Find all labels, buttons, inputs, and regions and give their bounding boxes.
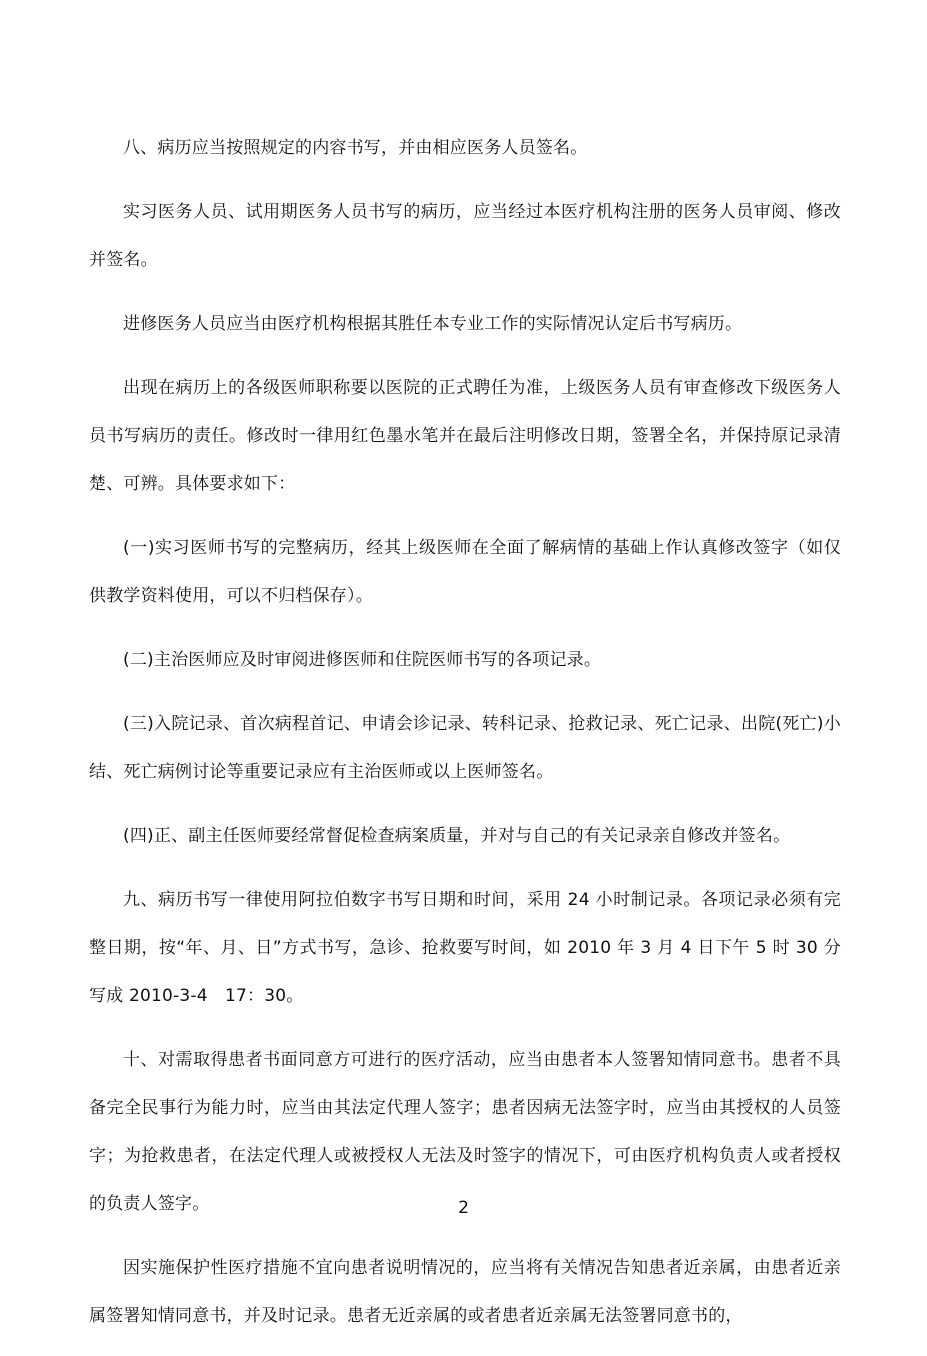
paragraph-section-9: 九、病历书写一律使用阿拉伯数字书写日期和时间，采用 24 小时制记录。各项记录必须有完整日期，按“年、月、日”方式书写，急诊、抢救要写时间，如 2010 年 3 月 4 日下午 5 时 30 分写成 2010-3-4 17：30。	[89, 890, 841, 1006]
paragraph-item-2: (二)主治医师应及时审阅进修医师和住院医师书写的各项记录。	[123, 650, 602, 670]
page-number: 2	[458, 1198, 469, 1218]
document-body	[89, 124, 841, 1356]
paragraph-physician-titles: 出现在病历上的各级医师职称要以医院的正式聘任为准，上级医务人员有审查修改下级医务人员书写病历的责任。修改时一律用红色墨水笔并在最后注明修改日期，签署全名，并保持原记录清楚、可辨。具体要求如下：	[89, 378, 841, 494]
paragraph-item-4: (四)正、副主任医师要经常督促检查病案质量，并对与自己的有关记录亲自修改并签名。	[123, 826, 791, 846]
paragraph-intern-review: 实习医务人员、试用期医务人员书写的病历，应当经过本医疗机构注册的医务人员审阅、修改并签名。	[89, 202, 841, 270]
paragraph-section-10: 十、对需取得患者书面同意方可进行的医疗活动，应当由患者本人签署知情同意书。患者不具备完全民事行为能力时，应当由其法定代理人签字；患者因病无法签字时，应当由其授权的人员签字；为抢救患者，在法定代理人或被授权人无法及时签字的情况下，可由医疗机构负责人或者授权的负责人签字。	[89, 1050, 841, 1214]
paragraph-protective-measures: 因实施保护性医疗措施不宜向患者说明情况的，应当将有关情况告知患者近亲属，由患者近亲属签署知情同意书，并及时记录。患者无近亲属的或者患者近亲属无法签署同意书的，	[89, 1258, 841, 1326]
paragraph-trainee-writing: 进修医务人员应当由医疗机构根据其胜任本专业工作的实际情况认定后书写病历。	[123, 314, 743, 334]
paragraph-section-8: 八、病历应当按照规定的内容书写，并由相应医务人员签名。	[123, 138, 588, 158]
paragraph-item-3: (三)入院记录、首次病程首记、申请会诊记录、转科记录、抢救记录、死亡记录、出院(死亡)小结、死亡病例讨论等重要记录应有主治医师或以上医师签名。	[89, 714, 841, 782]
paragraph-item-1: (一)实习医师书写的完整病历，经其上级医师在全面了解病情的基础上作认真修改签字（如仅供教学资料使用，可以不归档保存）。	[89, 538, 841, 606]
